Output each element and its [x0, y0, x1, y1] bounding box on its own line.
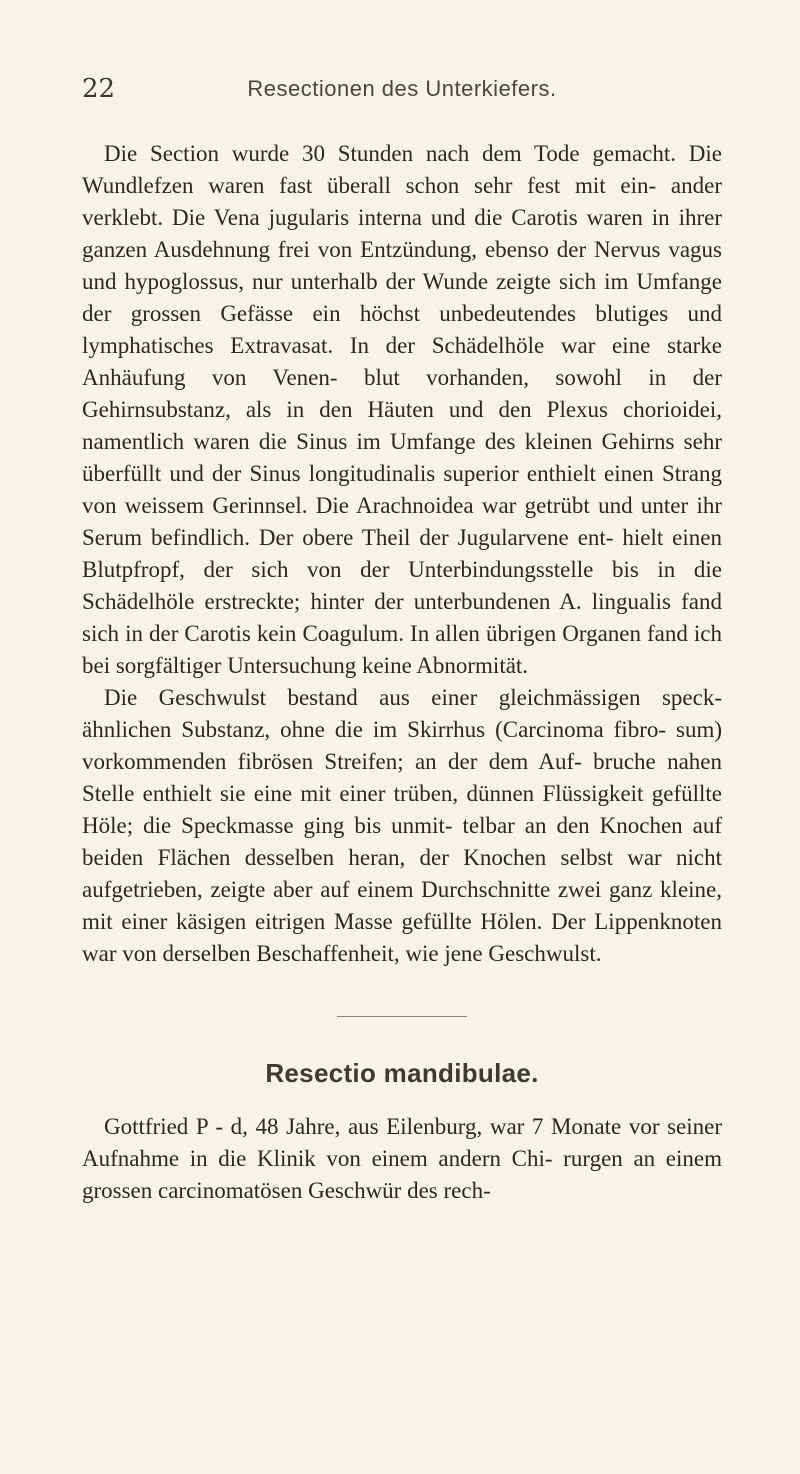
paragraph-section-report: Die Section wurde 30 Stunden nach dem Tode gemacht. Die Wundlefzen waren fast überall schon sehr fest mit ein- ander verklebt. Die Vena jugularis interna und die Carotis waren in ihrer ganzen Ausdehnung frei von Entzündung, ebenso der Nervus vagus und hypoglossus, nur unterhalb der Wunde zeigte sich im Umfange der grossen Gefässe ein höchst unbedeutendes blutiges und lymphatisches Extravasat. In der Schädelhöle war eine starke Anhäufung von Venen- blut vorhanden, sowohl in der Gehirnsubstanz, als in den Häuten und den Plexus chorioidei, namentlich waren die Sinus im Umfange des kleinen Gehirns sehr überfüllt und der Sinus longitudinalis superior enthielt einen Strang von weissem Gerinnsel. Die Arachnoidea war getrübt und unter ihr Serum befindlich. Der obere Theil der Jugularvene ent- hielt einen Blutpfropf, der sich von der Unterbindungsstelle bis in die Schädelhöle erstreckte; hinter der unterbundenen A. lingualis fand sich in der Carotis kein Coagulum. In allen übrigen Organen fand ich bei sorgfältiger Untersuchung keine Abnormität. — [82, 141, 722, 678]
page-number: 22 — [82, 74, 116, 104]
running-title: Resectionen des Unterkiefers. — [247, 76, 557, 101]
page-header — [82, 74, 722, 114]
paragraph-case-intro: Gottfried P - d, 48 Jahre, aus Eilenburg, war 7 Monate vor seiner Aufnahme in die Klinik von einem andern Chi- rurgen an einem grossen carcinomatösen Geschwür des rech- — [82, 1114, 722, 1203]
paragraph-tumor-description: Die Geschwulst bestand aus einer gleichmässigen speck- ähnlichen Substanz, ohne die im Skirrhus (Carcinoma fibro- sum) vorkommenden fibrösen Streifen; an der dem Auf- bruche nahen Stelle enthielt sie eine mit einer trüben, dünnen Flüssigkeit gefüllte Höle; die Speckmasse ging bis unmit- telbar an den Knochen auf beiden Flächen desselben heran, der Knochen selbst war nicht aufgetrieben, zeigte aber auf einem Durchschnitte zwei ganz kleine, mit einer käsigen eitrigen Masse gefüllte Hölen. Der Lippenknoten war von derselben Beschaffenheit, wie jene Geschwulst. — [82, 685, 722, 966]
section-heading: Resectio mandibulae. — [265, 1058, 539, 1088]
section-divider — [337, 1016, 467, 1017]
page-body — [82, 138, 722, 1207]
